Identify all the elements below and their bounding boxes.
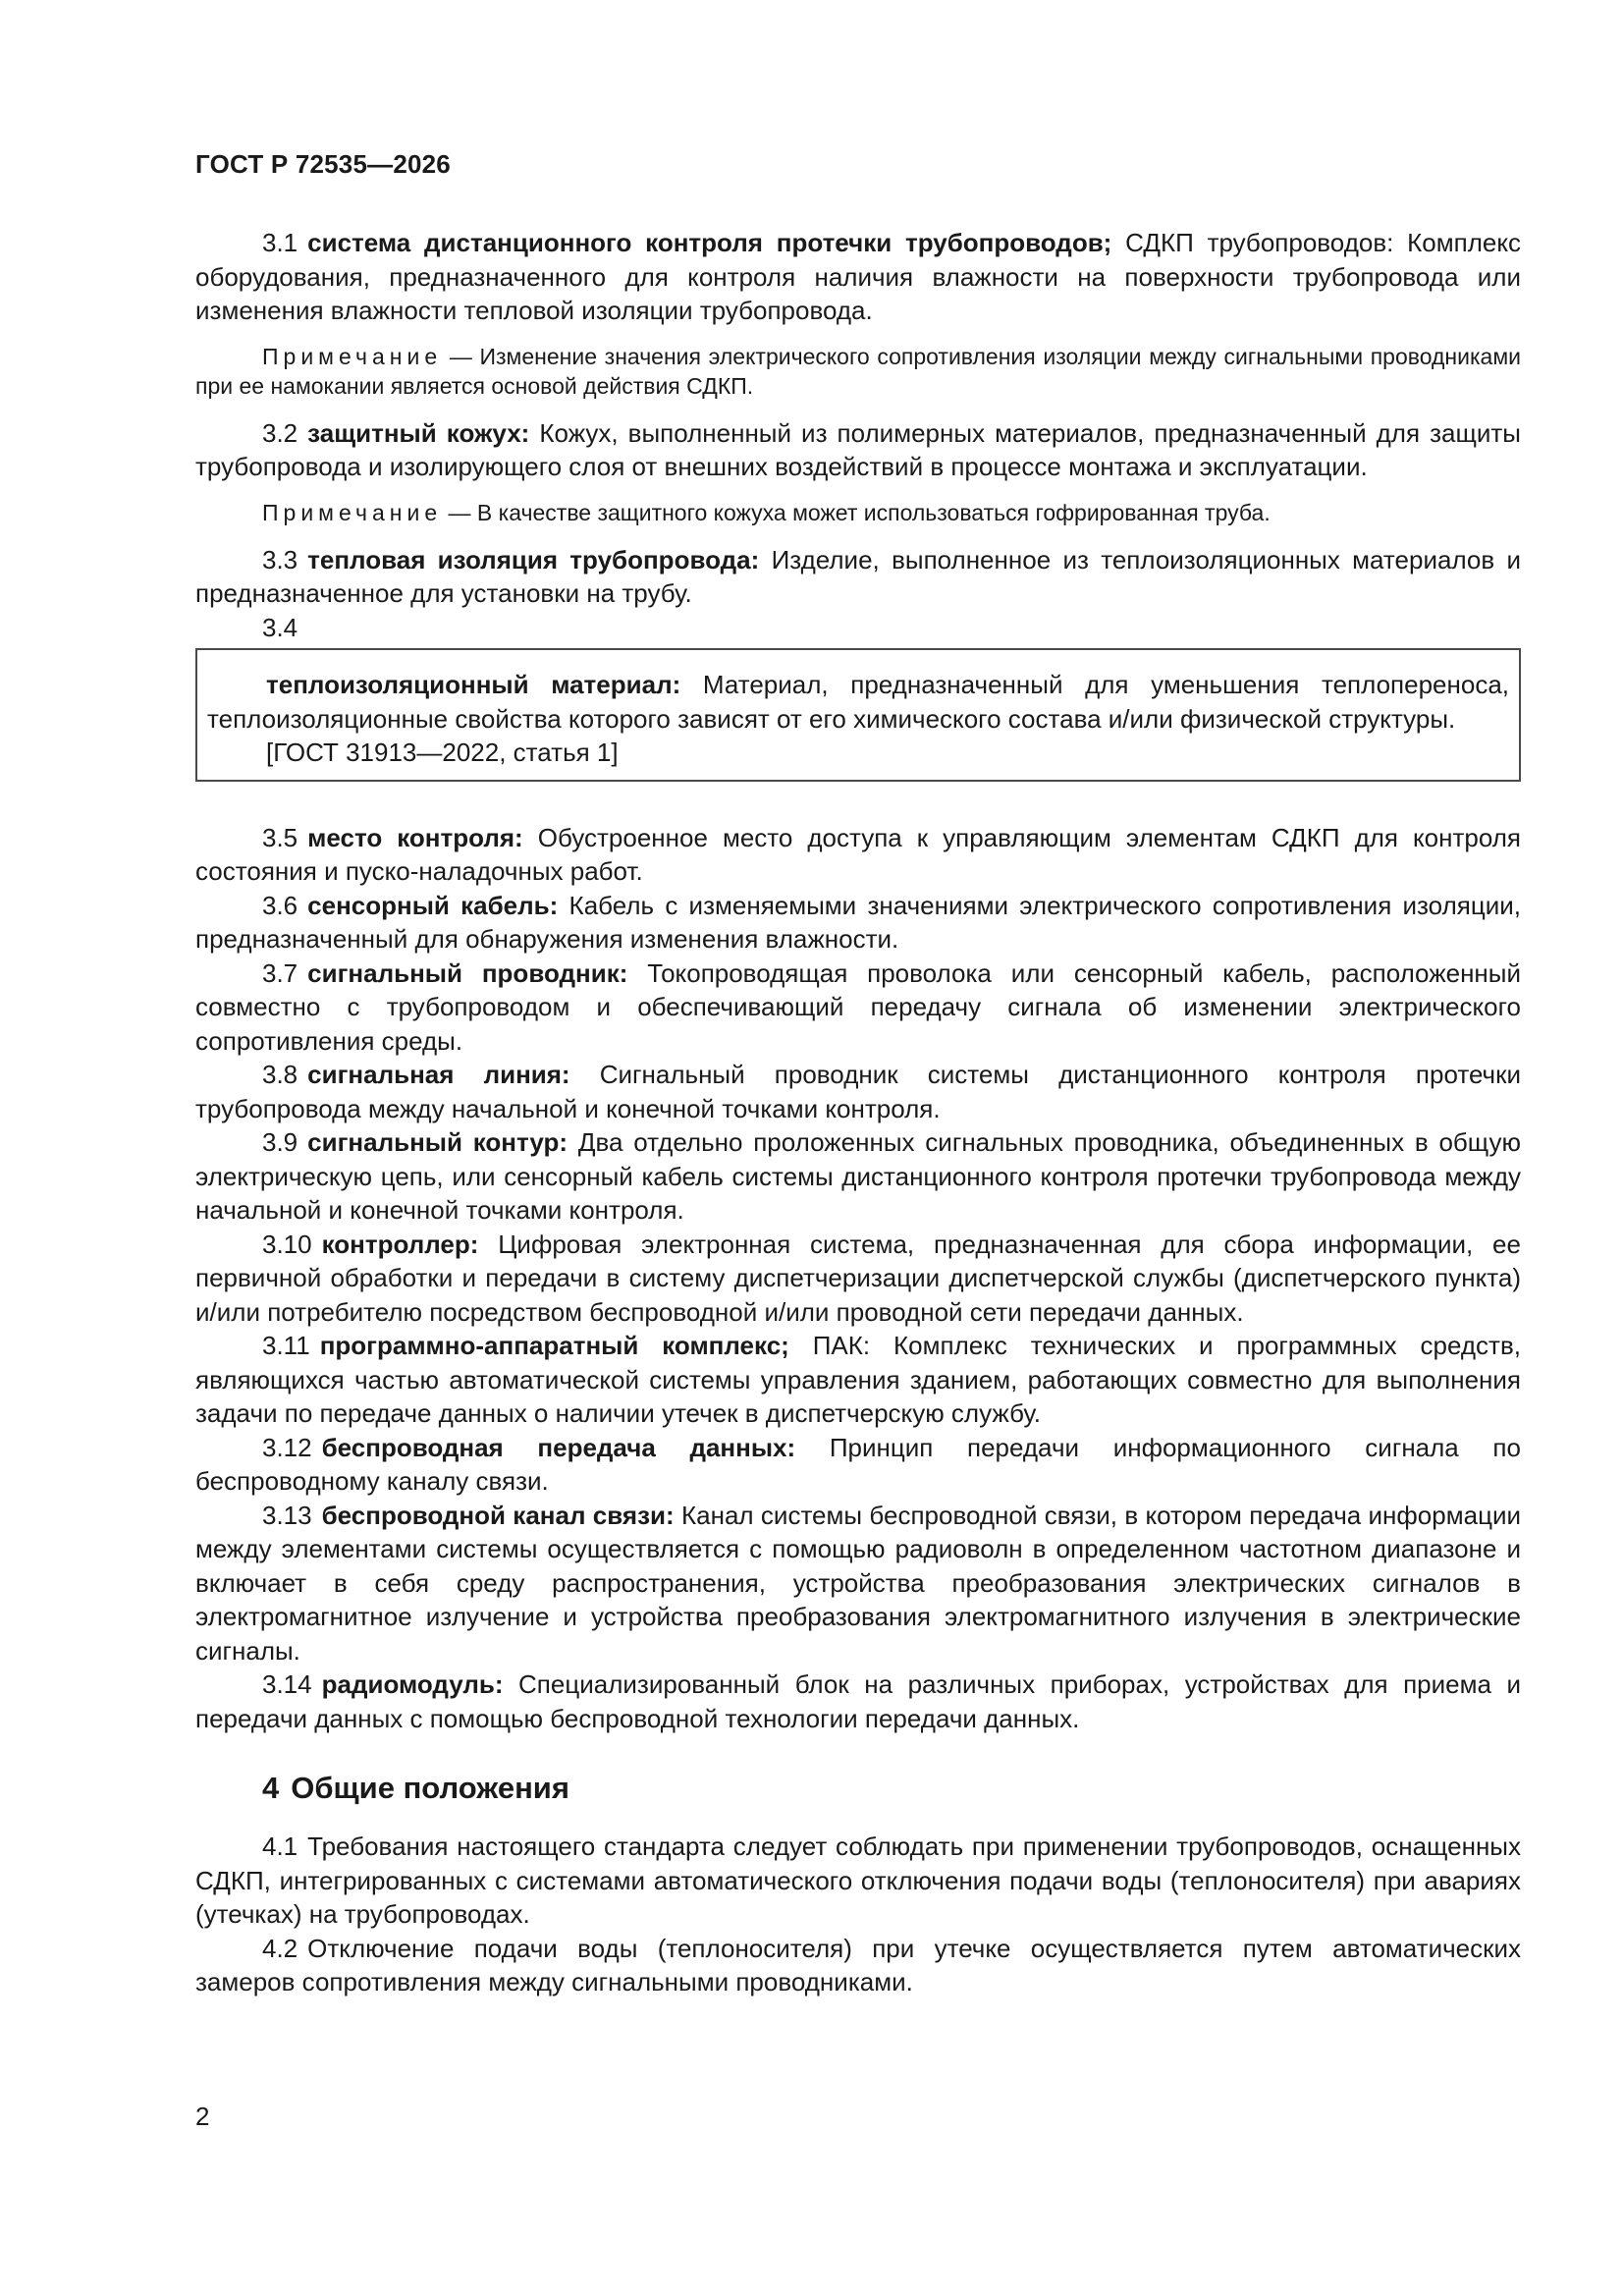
term-3-1: 3.1 система дистанционного контроля протечки трубопроводов; СДКП трубопроводов: Комплекс оборудования, предназначенного для контроля наличия влажности на поверхности трубопровода или изменения влажности тепловой изоляции трубопровода. <box>195 228 1522 325</box>
term-3-11: 3.11 программно-аппаратный комплекс; ПАК: Комплекс технических и программных средств, являющихся частью автоматической системы управления зданием, работающих совместно для выполнения задачи по передаче данных о наличии утечек в диспетчерскую службу. <box>195 1331 1522 1428</box>
term-3-4-number: 3.4 <box>262 612 298 642</box>
note-text: — В качестве защитного кожуха может использоваться гофрированная труба. <box>448 499 1271 525</box>
term-3-2: 3.2 защитный кожух: Кожух, выполненный из полимерных материалов, предназначенный для защиты трубопровода и изолирующего слоя от внешних воздействий в процессе монтажа и эксплуатации. <box>195 417 1521 481</box>
term-3-7: 3.7 сигнальный проводник: Токопроводящая проволока или сенсорный кабель, расположенный совместно с трубопроводом и обеспечивающий передачу сигнала об изменении электрического сопротивления среды. <box>195 957 1522 1056</box>
term-name: программно-аппаратный комплекс; <box>319 1331 789 1360</box>
term-definition: Токопроводящая проволока или сенсорный кабель, расположенный совместно с трубопроводом и обеспечивающий передачу сигнала об изменении электрического сопротивления среды. <box>195 957 1522 1056</box>
page-number: 2 <box>195 2102 210 2131</box>
term-definition: Канал системы беспроводной связи, в котором передача информации между элементами системы осуществляется с помощью радиоволн в определенном частотном диапазоне и включает в себя среду распространения, устройства преобразования электрических сигналов в электромагнитное излучение и устройства преобразования электромагнитного излучения в электрические сигналы. <box>195 1500 1522 1666</box>
term-definition: СДКП трубопроводов: Комплекс оборудования, предназначенного для контроля наличия влажности на поверхности трубопровода или изменения влажности тепловой изоляции трубопровода. <box>195 228 1522 325</box>
clause-4-1: 4.1 Требования настоящего стандарта следует соблюдать при применении трубопроводов, оснащенных СДКП, интегрированных с системами автоматического отключения подачи воды (теплоносителя) при авариях (утечках) на трубопроводах. <box>195 1831 1521 1929</box>
term-definition: Два отдельно проложенных сигнальных проводника, объединенных в общую электрическую цепь, или сенсорный кабель системы дистанционного контроля протечки трубопровода между начальной и конечной точками контроля. <box>195 1127 1521 1225</box>
term-definition: Специализированный блок на различных приборах, устройствах для приема и передачи данных с помощью беспроводной технологии передачи данных. <box>195 1669 1521 1733</box>
term-3-14: 3.14 радиомодуль: Специализированный блок на различных приборах, устройствах для приема и передачи данных с помощью беспроводной технологии передачи данных. <box>195 1669 1521 1733</box>
note-text: — Изменение значения электрического сопротивления изоляции между сигнальными проводниками при ее намокании является основой действия СДКП. <box>195 343 1521 399</box>
document-code-header: ГОСТ Р 72535—2026 <box>195 149 451 179</box>
term-definition: Кожух, выполненный из полимерных материалов, предназначенный для защиты трубопровода и изолирующего слоя от внешних воздействий в процессе монтажа и эксплуатации. <box>195 417 1521 481</box>
term-3-12: 3.12 беспроводная передача данных: Принцип передачи информационного сигнала по беспроводному каналу связи. <box>195 1432 1521 1496</box>
term-definition: Кабель с изменяемыми значениями электрического сопротивления изоляции, предназначенный для обнаружения изменения влажности. <box>195 890 1521 954</box>
term-name: теплоизоляционный материал: <box>266 670 681 699</box>
term-name: контроллер: <box>321 1229 479 1259</box>
term-name: беспроводной канал связи: <box>321 1500 675 1530</box>
term-definition: Обустроенное место доступа к управляющим элементам СДКП для контроля состояния и пуско-наладочных работ. <box>195 822 1521 886</box>
term-definition: ПАК: Комплекс технических и программных средств, являющихся частью автоматической системы управления зданием, работающих совместно для выполнения задачи по передаче данных о наличии утечек в диспетчерскую службу. <box>195 1331 1522 1428</box>
term-3-6: 3.6 сенсорный кабель: Кабель с изменяемыми значениями электрического сопротивления изоляции, предназначенный для обнаружения изменения влажности. <box>195 890 1521 954</box>
term-name: система дистанционного контроля протечки трубопроводов; <box>307 228 1112 257</box>
term-3-5: 3.5 место контроля: Обустроенное место доступа к управляющим элементам СДКП для контроля состояния и пуско-наладочных работ. <box>195 822 1521 886</box>
term-name: сигнальный контур: <box>307 1127 568 1157</box>
term-name: защитный кожух: <box>307 417 530 448</box>
term-name: тепловая изоляция трубопровода: <box>307 544 760 574</box>
term-name: сигнальный проводник: <box>307 957 628 988</box>
clause-4-2: 4.2 Отключение подачи воды (теплоносителя) при утечке осуществляется путем автоматических замеров сопротивления между сигнальными проводниками. <box>195 1933 1521 1996</box>
note-label: Примечание <box>262 499 443 525</box>
term-3-9: 3.9 сигнальный контур: Два отдельно проложенных сигнальных проводника, объединенных в общую электрическую цепь, или сенсорный кабель системы дистанционного контроля протечки трубопровода между начальной и конечной точками контроля. <box>195 1127 1521 1225</box>
note-label: Примечание <box>262 343 443 369</box>
term-name: радиомодуль: <box>321 1669 504 1699</box>
term-3-8: 3.8 сигнальная линия: Сигнальный проводник системы дистанционного контроля протечки трубопровода между начальной и конечной точками контроля. <box>195 1060 1521 1123</box>
term-3-13: 3.13 беспроводной канал связи: Канал системы беспроводной связи, в котором передача информации между элементами системы осуществляется с помощью радиоволн в определенном частотном диапазоне и включает в себя среду распространения, устройства преобразования электрических сигналов в электромагнитное излучение и устройства преобразования электромагнитного излучения в электрические сигналы. <box>195 1500 1522 1666</box>
term-3-3: 3.3 тепловая изоляция трубопровода: Изделие, выполненное из теплоизоляционных материалов и предназначенное для установки на трубу. <box>195 544 1522 608</box>
term-definition: Цифровая электронная система, предназначенная для сбора информации, ее первичной обработки и передачи в систему диспетчеризации диспетчерской службы (диспетчерского пункта) и/или потребителю посредством беспроводной и/или проводной сети передачи данных. <box>195 1229 1521 1327</box>
boxed-term <box>207 668 1509 736</box>
term-definition: Изделие, выполненное из теплоизоляционных материалов и предназначенное для установки на трубу. <box>195 544 1522 608</box>
quoted-definition-box <box>195 648 1521 782</box>
term-definition: Сигнальный проводник системы дистанционного контроля протечки трубопровода между начальной и конечной точками контроля. <box>195 1060 1521 1123</box>
term-name: сигнальная линия: <box>307 1060 570 1089</box>
term-name: беспроводная передача данных: <box>321 1432 796 1462</box>
section-4-heading: 4 Общие положения <box>262 1771 569 1805</box>
term-name: место контроля: <box>307 822 523 852</box>
term-definition: Материал, предназначенный для уменьшения теплопереноса, теплоизоляционные свойства которого зависят от его химического состава и/или физической структуры. <box>207 670 1509 734</box>
note-3-2 <box>195 498 1521 527</box>
term-definition: Принцип передачи информационного сигнала по беспроводному каналу связи. <box>195 1432 1521 1496</box>
term-name: сенсорный кабель: <box>307 890 559 920</box>
definition-source: [ГОСТ 31913—2022, статья 1] <box>266 738 619 767</box>
term-3-10: 3.10 контроллер: Цифровая электронная система, предназначенная для сбора информации, ее первичной обработки и передачи в систему диспетчеризации диспетчерской службы (диспетчерского пункта) и/или потребителю посредством беспроводной и/или проводной сети передачи данных. <box>195 1229 1521 1327</box>
document-body <box>195 226 1521 1999</box>
note-3-1 <box>195 342 1521 401</box>
